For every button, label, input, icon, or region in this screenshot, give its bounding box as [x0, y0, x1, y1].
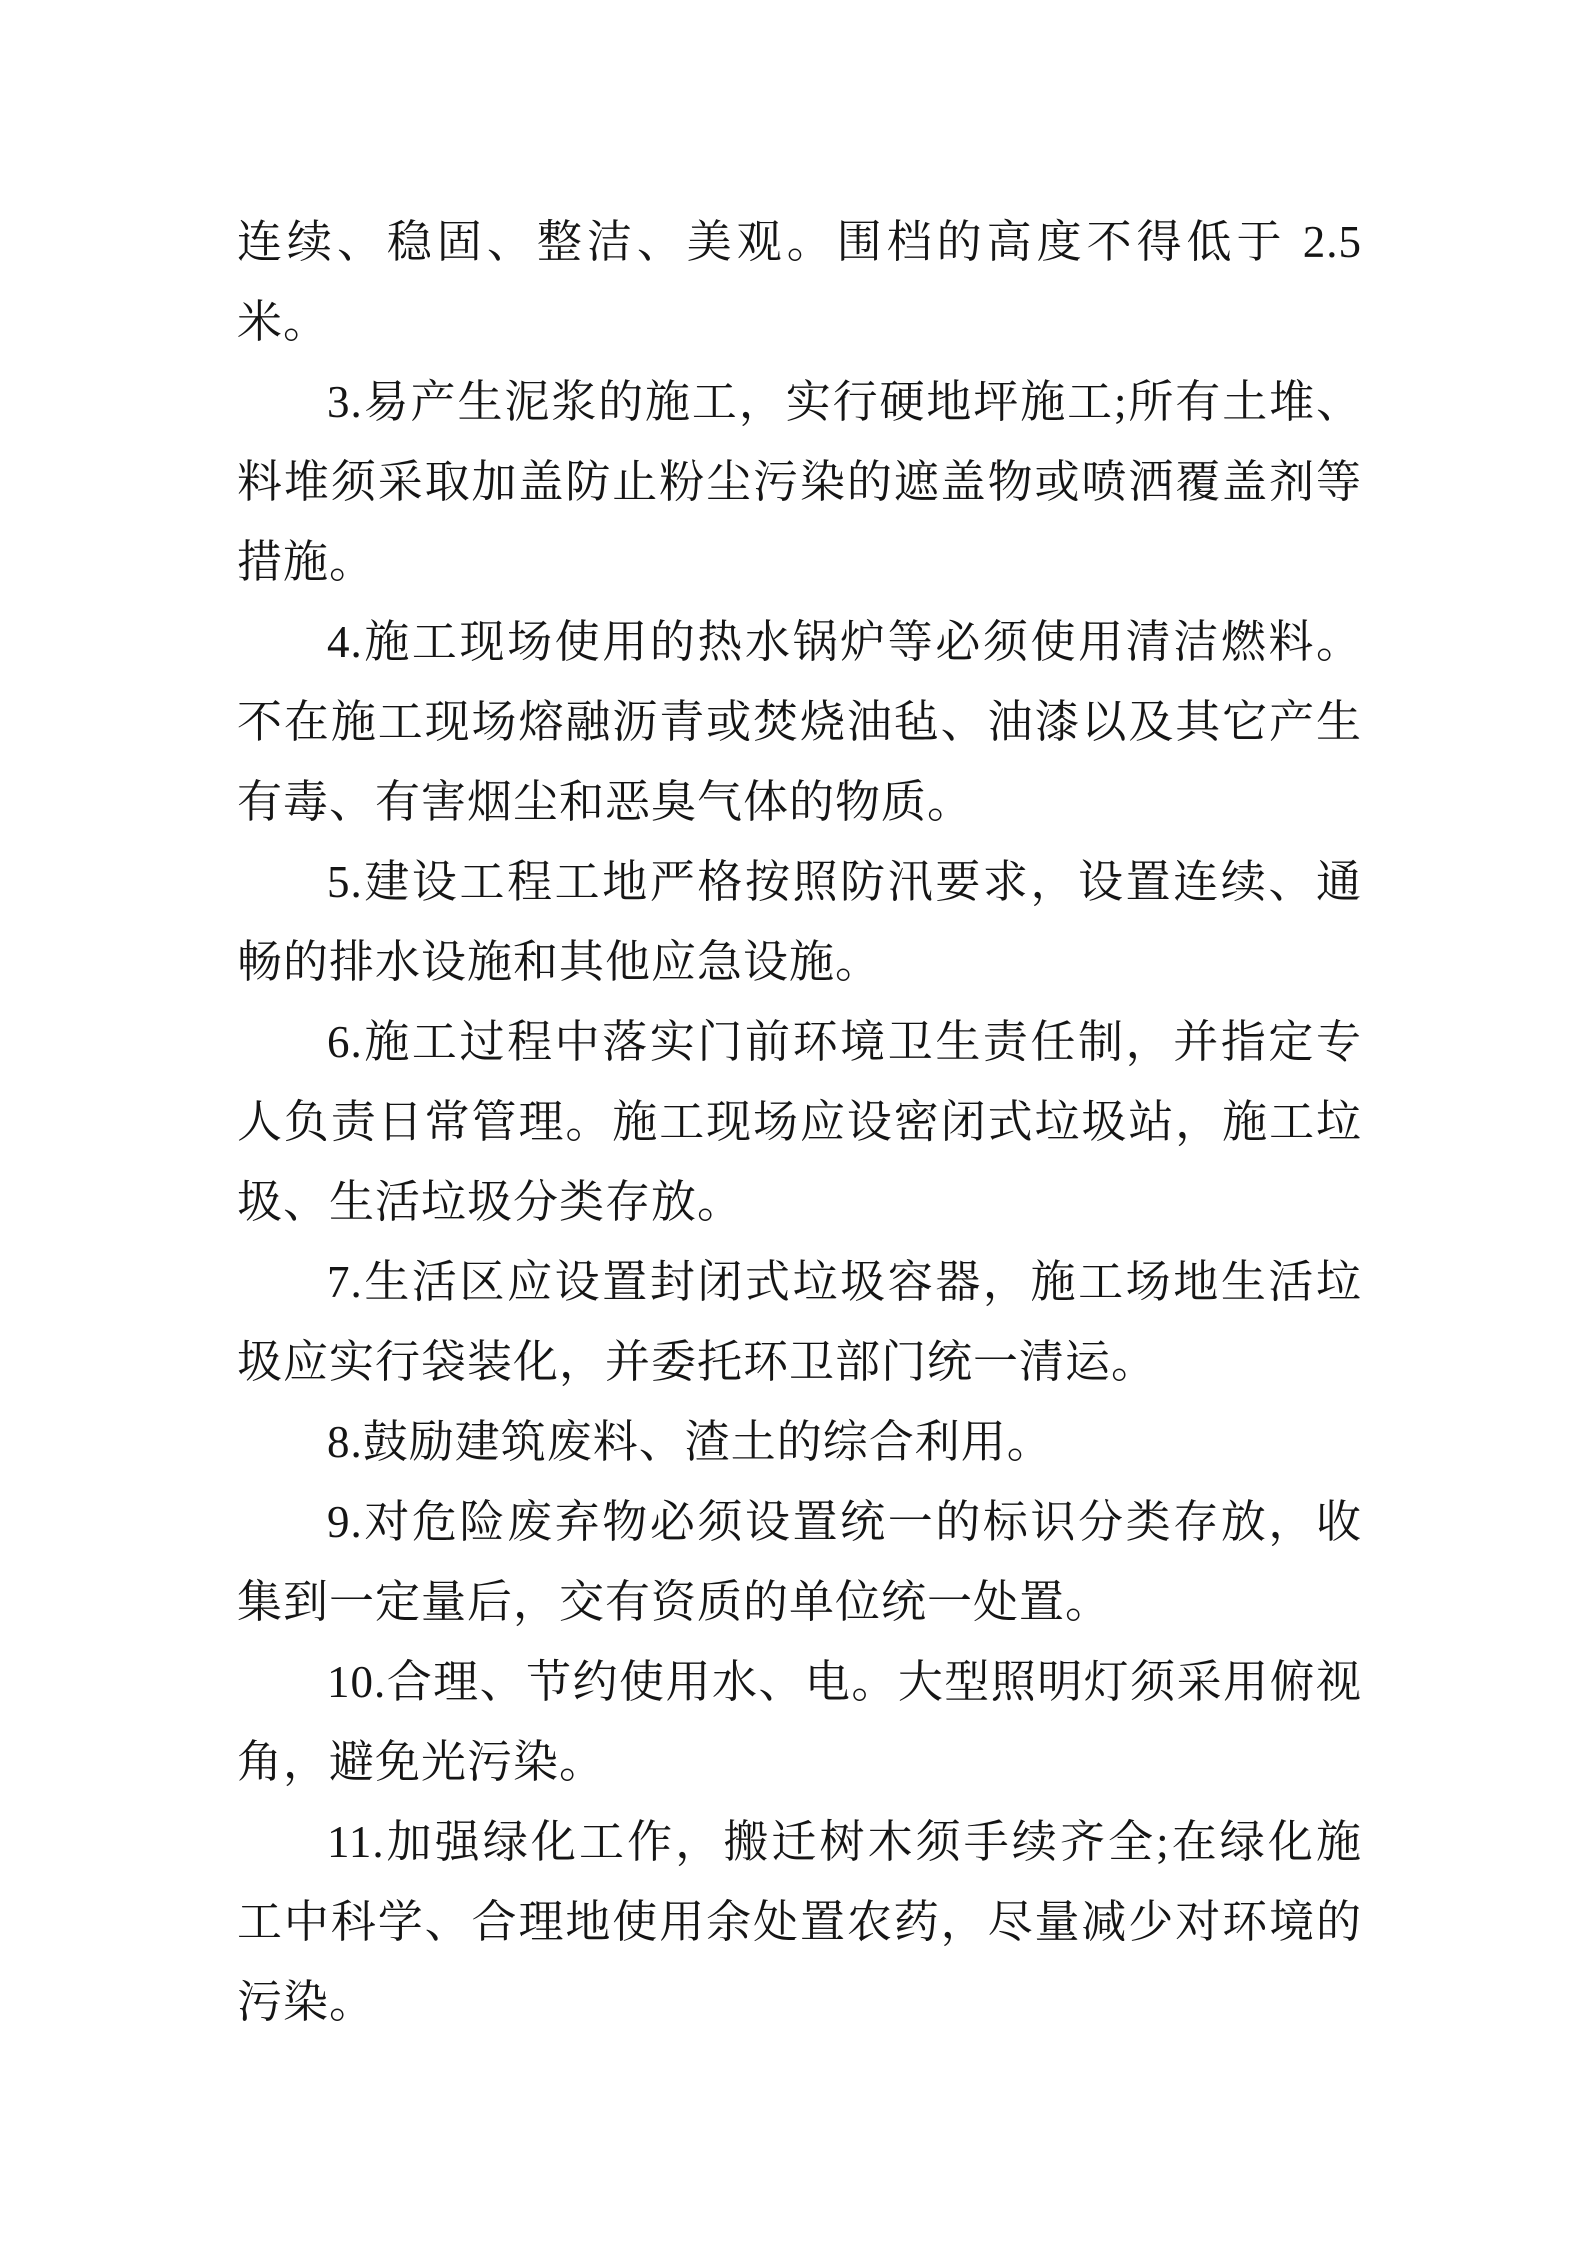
document-body	[237, 202, 1362, 2042]
paragraph: 8.鼓励建筑废料、渣土的综合利用。	[327, 1417, 1053, 1467]
paragraph: 10.合理、节约使用水、电。大型照明灯须采用俯视角，避免光污染。	[237, 1657, 1362, 1787]
paragraph: 11.加强绿化工作，搬迁树木须手续齐全;在绿化施工中科学、合理地使用余处置农药，尽量减少对环境的污染。	[237, 1817, 1362, 2027]
paragraph: 7.生活区应设置封闭式垃圾容器，施工场地生活垃圾应实行袋装化，并委托环卫部门统一清运。	[237, 1257, 1362, 1387]
paragraph: 9.对危险废弃物必须设置统一的标识分类存放，收集到一定量后，交有资质的单位统一处置。	[237, 1497, 1362, 1627]
paragraph: 6.施工过程中落实门前环境卫生责任制，并指定专人负责日常管理。施工现场应设密闭式垃圾站，施工垃圾、生活垃圾分类存放。	[237, 1017, 1362, 1227]
paragraph: 5.建设工程工地严格按照防汛要求，设置连续、通畅的排水设施和其他应急设施。	[237, 857, 1362, 987]
paragraph: 连续、稳固、整洁、美观。围档的高度不得低于 2.5 米。	[237, 217, 1362, 347]
paragraph: 4.施工现场使用的热水锅炉等必须使用清洁燃料。不在施工现场熔融沥青或焚烧油毡、油漆以及其它产生有毒、有害烟尘和恶臭气体的物质。	[237, 617, 1362, 827]
paragraph: 3.易产生泥浆的施工，实行硬地坪施工;所有土堆、料堆须采取加盖防止粉尘污染的遮盖物或喷洒覆盖剂等措施。	[237, 377, 1362, 587]
